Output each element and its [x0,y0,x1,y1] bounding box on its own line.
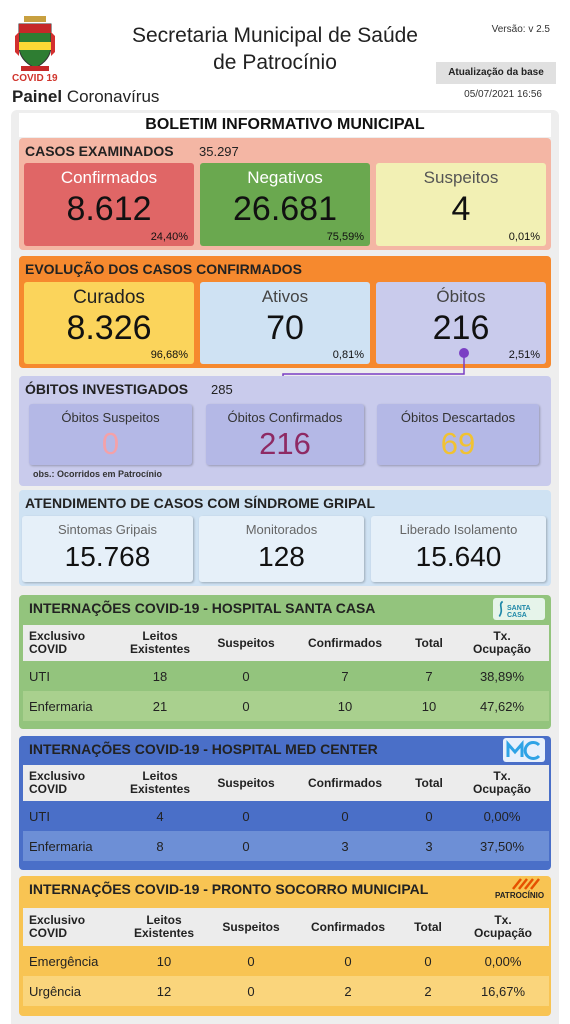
patrocinio-icon [495,878,549,890]
row-confirmados: 10 [337,698,353,714]
city-crest-logo [15,16,55,72]
header-tx-ocupacao: Tx. Ocupação [455,625,549,661]
card-label: Liberado Isolamento [399,522,518,537]
bulletin-board [11,110,559,1024]
header-suspeitos: Suspeitos [205,625,287,661]
table-row [23,661,549,691]
card-label: Óbitos Descartados [400,410,516,425]
sintomas-gripais-card[interactable] [22,516,193,582]
table-row [23,976,549,1006]
row-suspeitos: 0 [242,838,250,854]
card-label: Confirmados [60,168,158,187]
card-label: Óbitos [436,287,486,306]
header-leitos: Leitos Existentes [123,908,205,946]
suspeitos-card[interactable] [376,163,546,246]
covid-tag: COVID 19 [12,73,58,84]
row-tx: 47,62% [479,698,525,714]
row-name: Enfermaria [29,838,93,854]
card-value: 216 [259,426,311,461]
card-label: Monitorados [245,522,318,537]
row-total: 2 [424,983,432,999]
page-title-line2: de Patrocínio [213,51,337,74]
row-name: Enfermaria [29,698,93,714]
row-suspeitos: 0 [242,698,250,714]
row-leitos: 8 [156,838,164,854]
section-title: INTERNAÇÕES COVID-19 - HOSPITAL SANTA CASA [29,600,376,616]
section-title: INTERNAÇÕES COVID-19 - PRONTO SOCORRO MUNICIPAL [29,881,429,897]
pronto-socorro-table [23,908,549,1006]
card-percent: 24,40% [150,231,188,243]
row-tx: 0,00% [484,953,522,969]
card-percent: 2,51% [508,349,540,361]
pronto-socorro-section [19,876,551,1016]
card-value: 216 [432,309,490,347]
row-suspeitos: 0 [247,953,255,969]
version-label: Versão: v 2.5 [491,24,550,35]
card-value: 128 [258,541,305,572]
card-value: 8.612 [66,190,152,228]
page-title [100,22,450,76]
row-confirmados: 7 [341,668,349,684]
header-tx-ocupacao: Tx. Ocupação [455,765,549,801]
med-center-table [23,765,549,861]
panel-label-rest: Coronavírus [66,87,160,106]
curados-card[interactable] [24,282,194,364]
section-title: ÓBITOS INVESTIGADOS [25,381,189,397]
card-value: 15.768 [64,541,151,572]
board-title: BOLETIM INFORMATIVO MUNICIPAL [19,113,551,137]
header-suspeitos: Suspeitos [205,765,287,801]
row-tx: 0,00% [483,808,521,824]
row-name: UTI [29,668,50,684]
row-total: 0 [424,953,432,969]
section-title: ATENDIMENTO DE CASOS COM SÍNDROME GRIPAL [25,495,376,511]
med-center-logo [503,738,545,762]
row-total: 3 [425,838,433,854]
row-leitos: 10 [156,953,172,969]
row-confirmados: 3 [341,838,349,854]
confirmados-card[interactable] [24,163,194,246]
row-leitos: 12 [156,983,172,999]
page-title-line1: Secretaria Municipal de Saúde [131,24,418,47]
card-percent: 75,59% [326,231,364,243]
table-row [23,691,549,721]
card-percent: 0,01% [508,231,540,243]
card-label: Óbitos Suspeitos [61,410,160,425]
table-header-row [23,765,549,801]
header-total: Total [399,908,457,946]
negativos-card[interactable] [200,163,370,246]
obitos-confirmados-card[interactable] [206,404,364,465]
card-value: 15.640 [415,541,502,572]
panel-label-bold: Painel [12,87,63,106]
section-title: INTERNAÇÕES COVID-19 - HOSPITAL MED CENTER [29,741,378,757]
card-percent: 96,68% [150,349,188,361]
sindrome-gripal-section [19,490,551,586]
card-value: 4 [451,190,471,228]
card-label: Negativos [247,168,323,187]
row-total: 0 [425,808,433,824]
santa-casa-icon [496,600,506,618]
panel-label [12,87,159,107]
card-label: Sintomas Gripais [58,522,157,537]
row-leitos: 21 [152,698,168,714]
header-tx-ocupacao: Tx. Ocupação [457,908,549,946]
row-total: 10 [421,698,437,714]
row-tx: 37,50% [479,838,525,854]
card-percent: 0,81% [332,349,364,361]
santa-casa-logo [493,598,545,620]
header-confirmados: Confirmados [287,765,403,801]
patrocinio-brand-text: PATROCÍNIO [495,891,545,900]
table-header-row [23,908,549,946]
section-title: EVOLUÇÃO DOS CASOS CONFIRMADOS [25,261,302,277]
table-header-row [23,625,549,661]
row-suspeitos: 0 [242,808,250,824]
card-value: 69 [440,426,476,461]
update-base-button[interactable]: Atualização da base [436,62,556,84]
header-total: Total [403,625,455,661]
casos-examinados-total: 35.297 [199,144,239,159]
obitos-investigados-total: 285 [211,382,233,397]
header-exclusivo: Exclusivo COVID [23,908,123,946]
santa-casa-brand-text: SANTA CASA [507,605,531,619]
header-leitos: Leitos Existentes [115,625,205,661]
santa-casa-table [23,625,549,721]
obitos-suspeitos-card[interactable] [29,404,192,465]
card-value: 26.681 [233,190,337,228]
med-center-section [19,736,551,870]
liberado-isolamento-card[interactable] [371,516,546,582]
header-confirmados: Confirmados [297,908,399,946]
obitos-descartados-card[interactable] [377,404,539,465]
row-leitos: 18 [152,668,168,684]
update-date: 05/07/2021 16:56 [464,89,542,100]
card-label: Suspeitos [423,168,499,187]
header-total: Total [403,765,455,801]
row-leitos: 4 [156,808,164,824]
row-name: UTI [29,808,50,824]
table-row [23,831,549,861]
card-label: Ativos [261,287,309,306]
row-suspeitos: 0 [242,668,250,684]
header-leitos: Leitos Existentes [115,765,205,801]
header-exclusivo: Exclusivo COVID [23,765,115,801]
header [0,0,570,108]
card-value: 70 [266,309,304,347]
table-row [23,946,549,976]
santa-casa-section [19,595,551,729]
med-center-icon [503,738,545,762]
row-tx: 38,89% [479,668,525,684]
table-row [23,801,549,831]
card-label: Curados [73,287,145,308]
card-value: 0 [101,426,120,461]
header-suspeitos: Suspeitos [205,908,297,946]
obitos-note: obs.: Ocorridos em Patrocínio [33,469,163,479]
card-value: 8.326 [66,309,152,347]
row-name: Emergência [29,953,99,969]
header-confirmados: Confirmados [287,625,403,661]
row-confirmados: 0 [344,953,352,969]
row-tx: 16,67% [480,983,526,999]
header-exclusivo: Exclusivo COVID [23,625,115,661]
row-confirmados: 2 [344,983,352,999]
row-total: 7 [425,668,433,684]
row-confirmados: 0 [341,808,349,824]
card-label: Óbitos Confirmados [227,410,343,425]
monitorados-card[interactable] [199,516,364,582]
obitos-investigados-section [19,376,551,486]
casos-examinados-section [19,138,551,250]
patrocinio-logo [495,878,549,904]
row-name: Urgência [29,983,82,999]
row-suspeitos: 0 [247,983,255,999]
section-title: CASOS EXAMINADOS [25,143,174,159]
